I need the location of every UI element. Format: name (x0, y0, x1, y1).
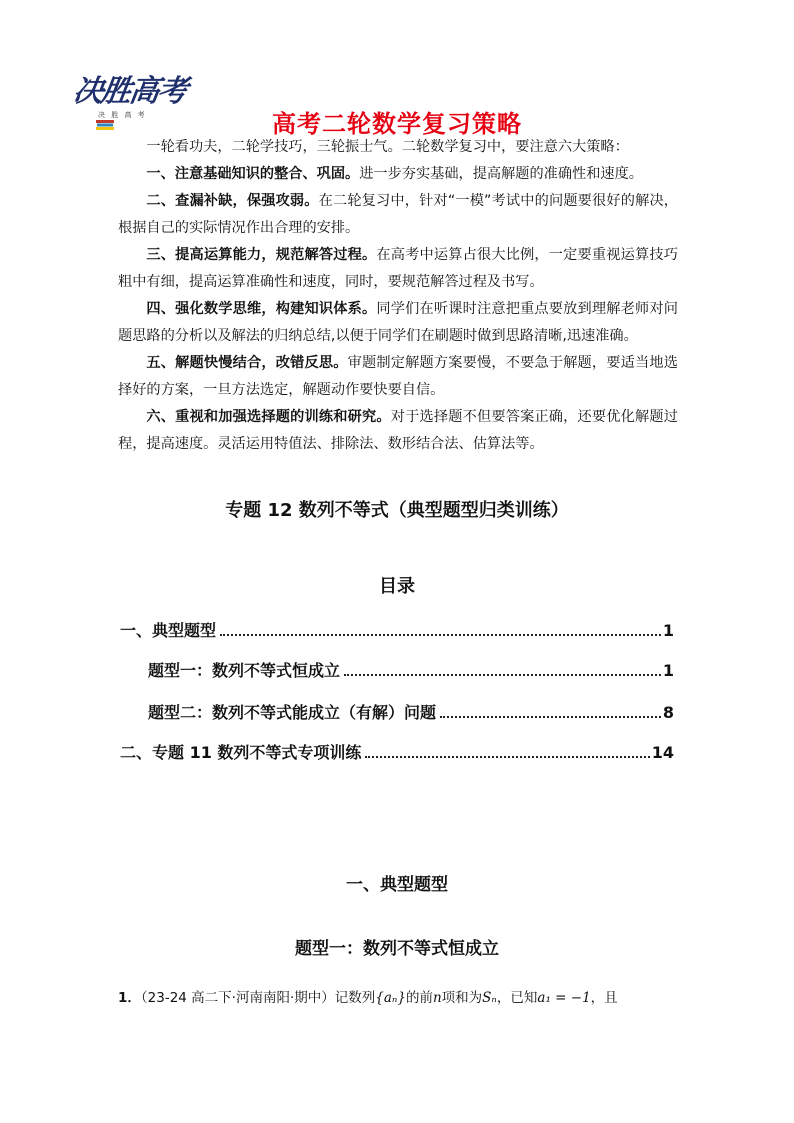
toc-leader (220, 634, 661, 636)
toc-leader (365, 756, 649, 758)
logo-text: 决胜高考 (71, 74, 188, 109)
toc-entry-label: 一、典型题型 (120, 621, 217, 640)
math-sn: Sₙ (482, 990, 497, 1006)
strategy-item: 六、重视和加强选择题的训练和研究。对于选择题不但要答案正确，还要优化解题过程，提高速度。灵活运用特值法、排除法、数形结合法、估算法等。 (118, 409, 678, 452)
toc-entry-page: 14 (651, 743, 674, 762)
strategy-intro: 一轮看功夫，二轮学技巧，三轮振士气。二轮数学复习中，要注意六大策略： (146, 139, 629, 155)
strategy-body (118, 134, 678, 458)
section-heading: 一、典型题型 (346, 875, 448, 895)
toc-entry[interactable] (120, 618, 674, 641)
strategy-title: 高考二轮数学复习策略 (272, 110, 522, 138)
toc-entry-label: 题型一：数列不等式恒成立 (148, 661, 341, 680)
question-number: 1． (118, 990, 141, 1006)
strategy-item: 四、强化数学思维，构建知识体系。同学们在听课时注意把重点要放到理解老师对问题思路的分析以及解法的归纳总结,以便于同学们在刷题时做到思路清晰,迅速准确。 (118, 301, 678, 344)
question-source: （23-24 高二下·河南南阳·期中） (140, 990, 335, 1006)
toc-entry-page: 8 (662, 703, 674, 722)
toc-leader (440, 716, 661, 718)
toc-leader (344, 674, 661, 676)
toc-entry-label: 题型二：数列不等式能成立（有解）问题 (148, 703, 437, 722)
section-subheading: 题型一：数列不等式恒成立 (295, 939, 499, 959)
toc-entry[interactable] (148, 658, 674, 681)
toc-entry-page: 1 (662, 621, 674, 640)
strategy-item: 二、查漏补缺，保强攻弱。在二轮复习中，针对“一模”考试中的问题要很好的解决，根据自己的实际情况作出合理的安排。 (118, 193, 678, 236)
strategy-item: 三、提高运算能力，规范解答过程。在高考中运算占很大比例，一定要重视运算技巧粗中有细，提高运算准确性和速度，同时，要规范解答过程及书写。 (118, 247, 678, 290)
strategy-item: 五、解题快慢结合，改错反思。审题制定解题方案要慢，不要急于解题，要适当地选择好的方案，一旦方法选定，解题动作要快要自信。 (118, 355, 678, 398)
strategy-item: 一、注意基础知识的整合、巩固。进一步夯实基础，提高解题的准确性和速度。 (146, 166, 643, 182)
toc-entry[interactable] (148, 700, 674, 723)
math-seq: {aₙ} (375, 990, 406, 1006)
math-a1: a₁ = −1 (537, 990, 591, 1006)
toc-entry[interactable] (120, 740, 674, 763)
topic-title: 专题 12 数列不等式（典型题型归类训练） (225, 500, 569, 521)
math-n: n (432, 990, 442, 1006)
logo-subtitle: 决 胜 高 考 (98, 111, 147, 119)
toc-entry-page: 1 (662, 661, 674, 680)
toc-entry-label: 二、专题 11 数列不等式专项训练 (120, 743, 362, 762)
toc-title: 目录 (379, 576, 415, 597)
question-1: 1．（23-24 高二下·河南南阳·期中）记数列{aₙ}的前n项和为Sₙ，已知a₁ = −1，且 (118, 990, 618, 1006)
